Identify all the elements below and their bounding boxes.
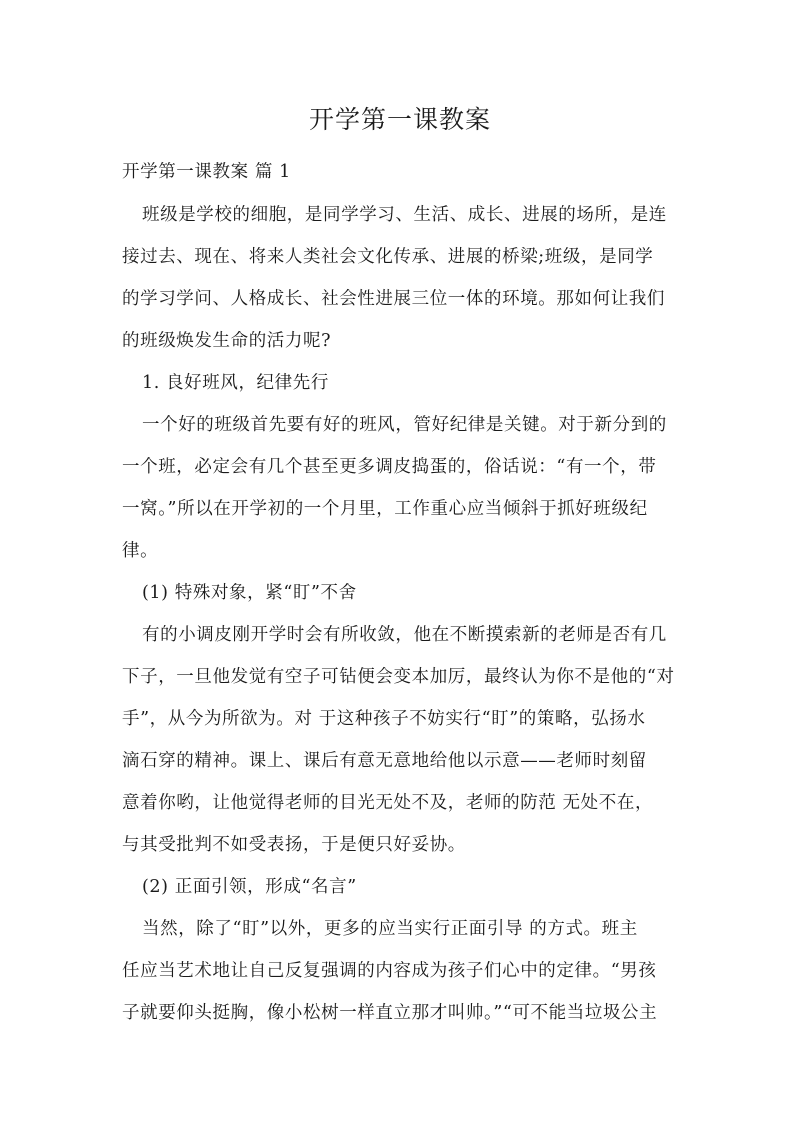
paragraph-line: 的学习学问、人格成长、社会性进展三位一体的环境。那如何让我们 (122, 289, 665, 309)
paragraph-line: 接过去、现在、将来人类社会文化传承、进展的桥梁;班级，是同学 (122, 247, 654, 267)
paragraph-line: 子就要仰头挺胸，像小松树一样直立那才叫帅。”“可不能当垃圾公主 (122, 1003, 658, 1023)
subheading: (1) 特殊对象，紧“盯”不舍 (142, 583, 357, 603)
paragraph-line: 班级是学校的细胞，是同学学习、生活、成长、进展的场所，是连 (142, 205, 667, 225)
paragraph-line: 一个班，必定会有几个甚至更多调皮捣蛋的，俗话说：“有一个，带 (122, 457, 657, 477)
paragraph-line: 手”，从今为所欲为。对 于这种孩子不妨实行“盯”的策略，弘扬水 (122, 709, 646, 729)
paragraph-line: 当然，除了“盯”以外，更多的应当实行正面引导 的方式。班主 (142, 919, 638, 939)
document-title: 开学第一课教案 (308, 105, 491, 134)
paragraph-line: 意着你哟，让他觉得老师的目光无处不及，老师的防范 无处不在， (122, 793, 654, 813)
paragraph-line: 律。 (122, 541, 159, 561)
paragraph-line: 有的小调皮刚开学时会有所收敛，他在不断摸索新的老师是否有几 (142, 625, 667, 645)
paragraph-line: 一个好的班级首先要有好的班风，管好纪律是关键。对于新分到的 (142, 415, 667, 435)
paragraph-line: 滴石穿的精神。课上、课后有意无意地给他以示意——老师时刻留 (122, 751, 647, 771)
paragraph-line: 任应当艺术地让自己反复强调的内容成为孩子们心中的定律。“男孩 (122, 961, 657, 981)
paragraph-line: 一窝。”所以在开学初的一个月里，工作重心应当倾斜于抓好班级纪 (122, 499, 648, 519)
paragraph-line: 的班级焕发生命的活力呢? (122, 331, 332, 351)
paragraph-line: 下子，一旦他发觉有空子可钻便会变本加厉，最终认为你不是他的“对 (122, 667, 675, 687)
paragraph-line: 与其受批判不如受表扬，于是便只好妥协。 (122, 835, 466, 855)
section-heading: 开学第一课教案 篇 1 (122, 162, 291, 182)
subheading: (2) 正面引领，形成“名言” (142, 877, 357, 897)
subheading: 1. 良好班风，纪律先行 (142, 373, 329, 393)
